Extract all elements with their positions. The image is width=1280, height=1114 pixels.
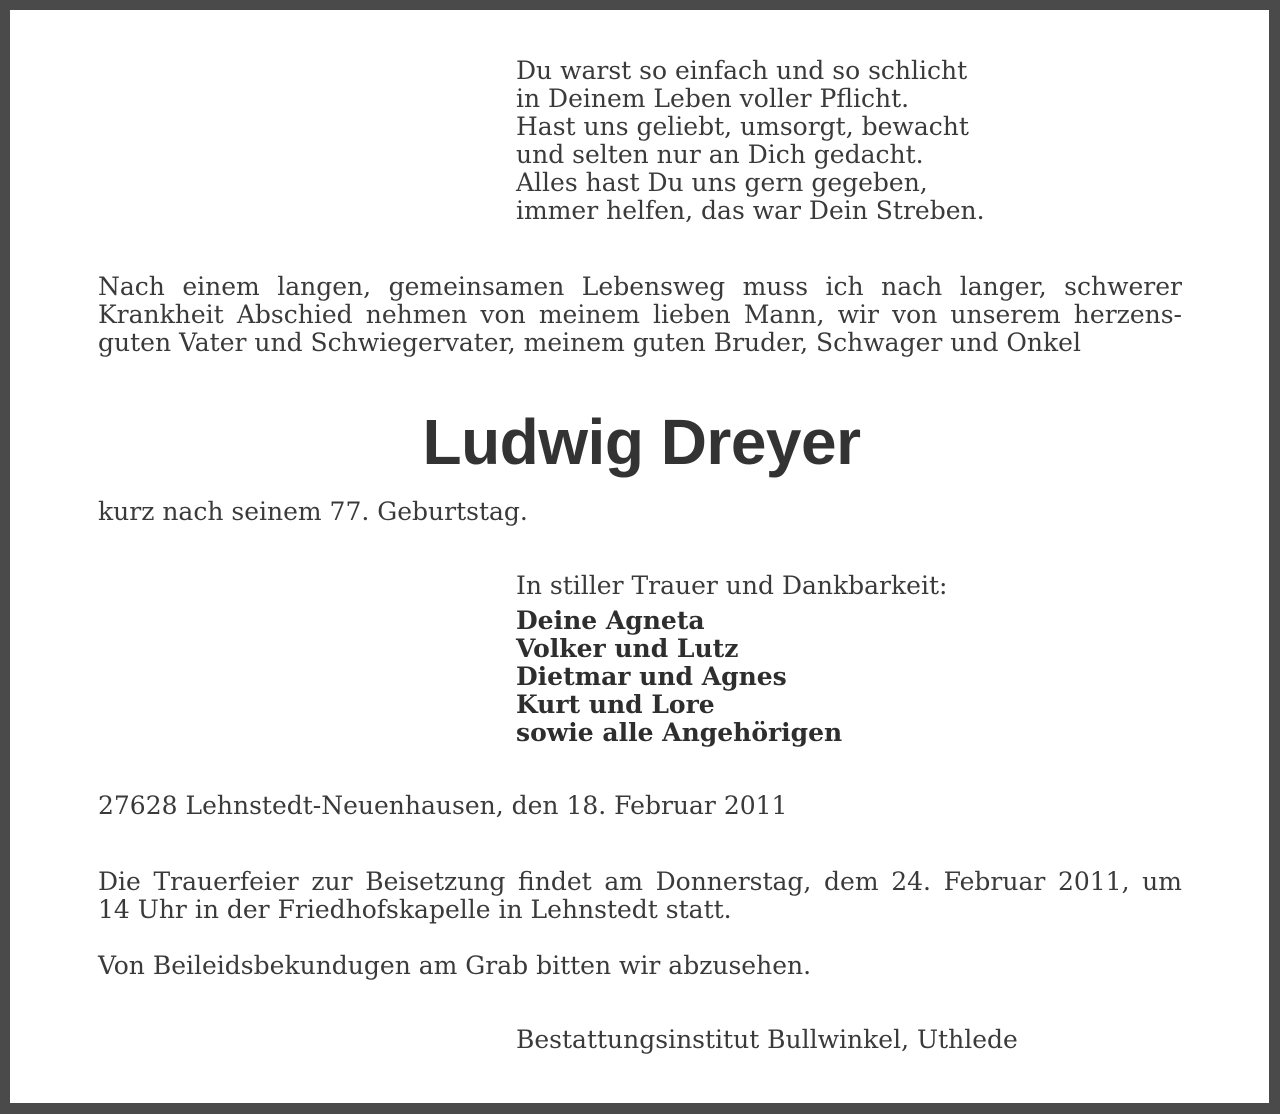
intro-line: Nach einem langen, gemeinsamen Lebensweg muss ich nach langer, schwerer [98,272,1182,301]
intro-line: Krankheit Abschied nehmen von meinem lieben Mann, wir von unserem herzens- [98,300,1182,329]
poem-line: Du warst so einfach und so schlicht [516,56,968,85]
mourners-block [516,572,1136,747]
ceremony-line: 14 Uhr in der Friedhofskapelle in Lehnstedt statt. [98,895,732,924]
obituary-notice [10,10,1269,1103]
intro-paragraph [98,273,1182,357]
funeral-home: Bestattungsinstitut Bullwinkel, Uthlede [516,1025,1018,1054]
mourner-name: Dietmar und Agnes [516,662,787,691]
mourner-name: Kurt und Lore [516,690,715,719]
poem [516,57,1136,225]
intro-line: guten Vater und Schwiegervater, meinem guten Bruder, Schwager und Onkel [98,328,1081,357]
ceremony-paragraph [98,868,1182,924]
ceremony-line: Die Trauerfeier zur Beisetzung findet am Donnerstag, dem 24. Februar 2011, um [98,867,1182,896]
poem-line: Hast uns geliebt, umsorgt, bewacht [516,112,969,141]
mourners-heading: In stiller Trauer und Dankbarkeit: [516,571,948,600]
place-and-date: 27628 Lehnstedt-Neuenhausen, den 18. Februar 2011 [98,791,788,820]
mourner-name: Volker und Lutz [516,634,739,663]
birthday-note: kurz nach seinem 77. Geburtstag. [98,497,528,526]
poem-line: und selten nur an Dich gedacht. [516,140,924,169]
mourner-name: Deine Agneta [516,606,705,635]
deceased-name: Ludwig Dreyer [422,406,861,478]
mourner-name: sowie alle Angehörigen [516,718,843,747]
poem-line: Alles hast Du uns gern gegeben, [516,168,928,197]
condolences-note: Von Beileidsbekundugen am Grab bitten wir abzusehen. [98,951,812,980]
poem-line: immer helfen, das war Dein Streben. [516,196,985,225]
poem-line: in Deinem Leben voller Pflicht. [516,84,910,113]
